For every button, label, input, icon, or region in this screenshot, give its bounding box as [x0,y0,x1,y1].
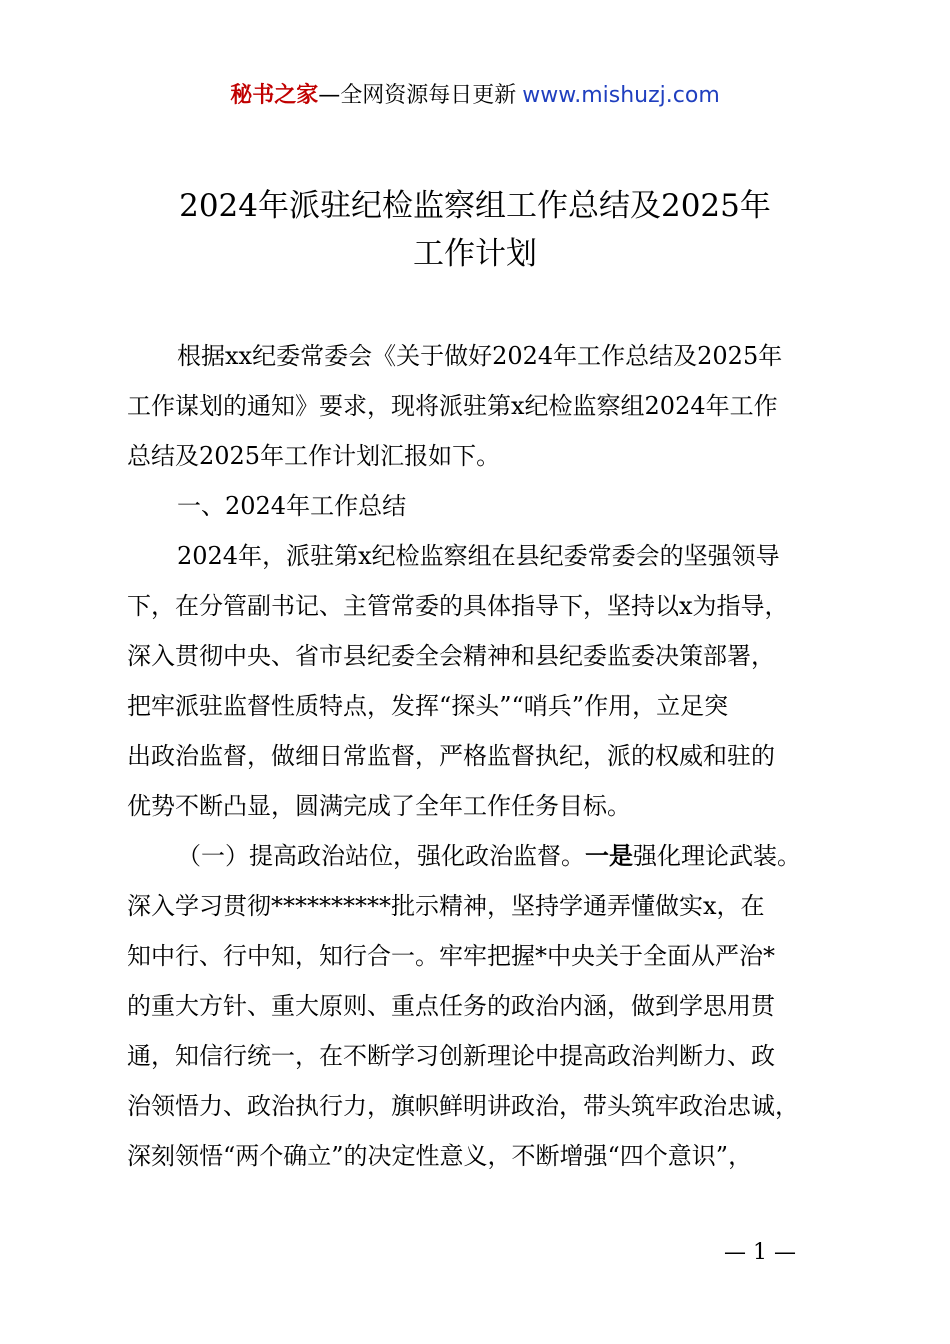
body-line: 2024年，派驻第x纪检监察组在县纪委常委会的坚强领导 [177,542,780,570]
subsection-heading: （一）提高政治站位，强化政治监督。 [177,842,585,870]
body-line: 下，在分管副书记、主管常委的具体指导下，坚持以x为指导， [127,592,789,620]
subsection-text: 强化理论武装。 [633,842,801,870]
body-line: 把牢派驻监督性质特点，发挥“探头”“哨兵”作用，立足突 [127,692,729,720]
body-line: 深刻领悟“两个确立”的决定性意义，不断增强“四个意识”， [127,1142,753,1170]
body-line: 通，知信行统一，在不断学习创新理论中提高政治判断力、政 [127,1042,775,1070]
site-url-link[interactable]: www.mishuzj.com [522,83,720,108]
document-body [127,331,857,1181]
title-line-1: 2024年派驻纪检监察组工作总结及2025年 [179,188,771,224]
site-header [0,80,950,112]
page-number: — 1 — [724,1240,796,1265]
body-line: 的重大方针、重大原则、重点任务的政治内涵，做到学思用贯 [127,992,775,1020]
section-heading: 一、2024年工作总结 [177,492,407,520]
document-title [110,182,840,278]
body-line: 优势不断凸显，圆满完成了全年工作任务目标。 [127,792,631,820]
site-tagline: —全网资源每日更新 [318,83,517,108]
body-line: 工作谋划的通知》要求，现将派驻第x纪检监察组2024年工作 [127,392,778,420]
body-line: 深入贯彻中央、省市县纪委全会精神和县纪委监委决策部署， [127,642,775,670]
body-line: 深入学习贯彻**********批示精神，坚持学通弄懂做实x，在 [127,892,765,920]
subsection-line [127,831,857,881]
body-line: 治领悟力、政治执行力，旗帜鲜明讲政治，带头筑牢政治忠诚， [127,1092,799,1120]
bold-marker: 一是 [585,841,633,870]
body-line: 总结及2025年工作计划汇报如下。 [127,442,501,470]
body-line: 知中行、行中知，知行合一。牢牢把握*中央关于全面从严治* [127,942,775,970]
body-line: 根据xx纪委常委会《关于做好2024年工作总结及2025年 [177,342,783,370]
title-line-2: 工作计划 [413,236,537,272]
body-line: 出政治监督，做细日常监督，严格监督执纪，派的权威和驻的 [127,742,775,770]
site-brand: 秘书之家 [230,83,319,108]
